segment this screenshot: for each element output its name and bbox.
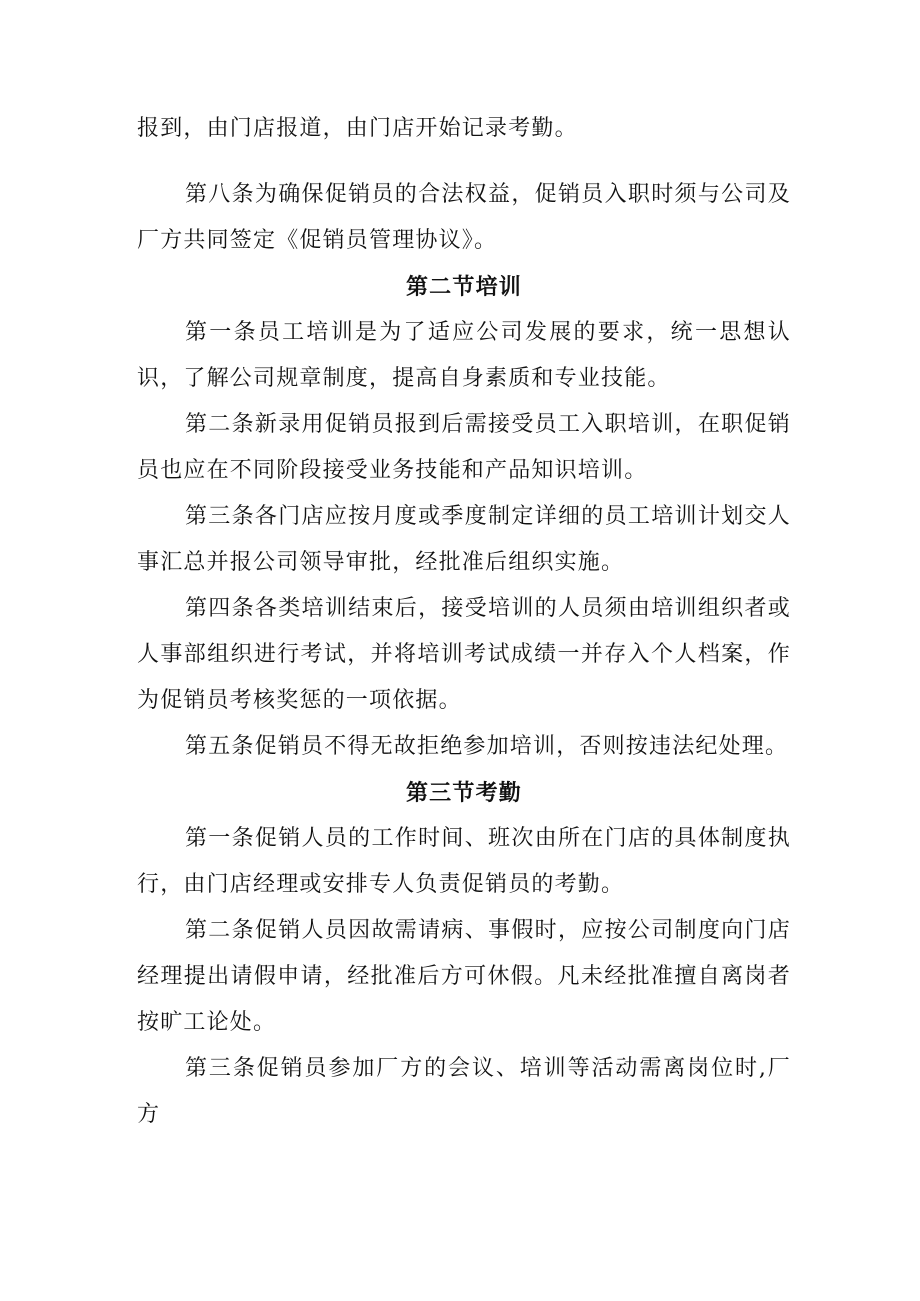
document-page (137, 106, 791, 1138)
section-3-article-3: 第三条促销员参加厂方的会议、培训等活动需离岗位时,厂方 (137, 1056, 791, 1127)
section-3-heading: 第三节考勤 (405, 780, 522, 806)
section-2-article-4: 第四条各类培训结束后，接受培训的人员须由培训组织者或人事部组织进行考试，并将培训考试成绩一并存入个人档案，作为促销员考核奖惩的一项依据。 (137, 596, 791, 713)
section-2-article-2: 第二条新录用促销员报到后需接受员工入职培训，在职促销员也应在不同阶段接受业务技能和产品知识培训。 (137, 412, 791, 483)
article-8-paragraph: 第八条为确保促销员的合法权益，促销员入职时须与公司及厂方共同签定《促销员管理协议》。 (137, 182, 791, 253)
section-2-article-1: 第一条员工培训是为了适应公司发展的要求，统一思想认识，了解公司规章制度，提高自身素质和专业技能。 (137, 320, 791, 391)
continuation-paragraph: 报到，由门店报道，由门店开始记录考勤。 (137, 116, 578, 141)
section-3-article-1: 第一条促销人员的工作时间、班次由所在门店的具体制度执行，由门店经理或安排专人负责促销员的考勤。 (137, 826, 791, 897)
section-2-heading: 第二节培训 (405, 274, 522, 300)
section-3-article-2: 第二条促销人员因故需请病、事假时，应按公司制度向门店经理提出请假申请，经批准后方可休假。凡未经批准擅自离岗者按旷工论处。 (137, 918, 791, 1035)
section-2-article-3: 第三条各门店应按月度或季度制定详细的员工培训计划交人事汇总并报公司领导审批，经批准后组织实施。 (137, 504, 791, 575)
section-2-article-5: 第五条促销员不得无故拒绝参加培训，否则按违法纪处理。 (185, 734, 789, 759)
